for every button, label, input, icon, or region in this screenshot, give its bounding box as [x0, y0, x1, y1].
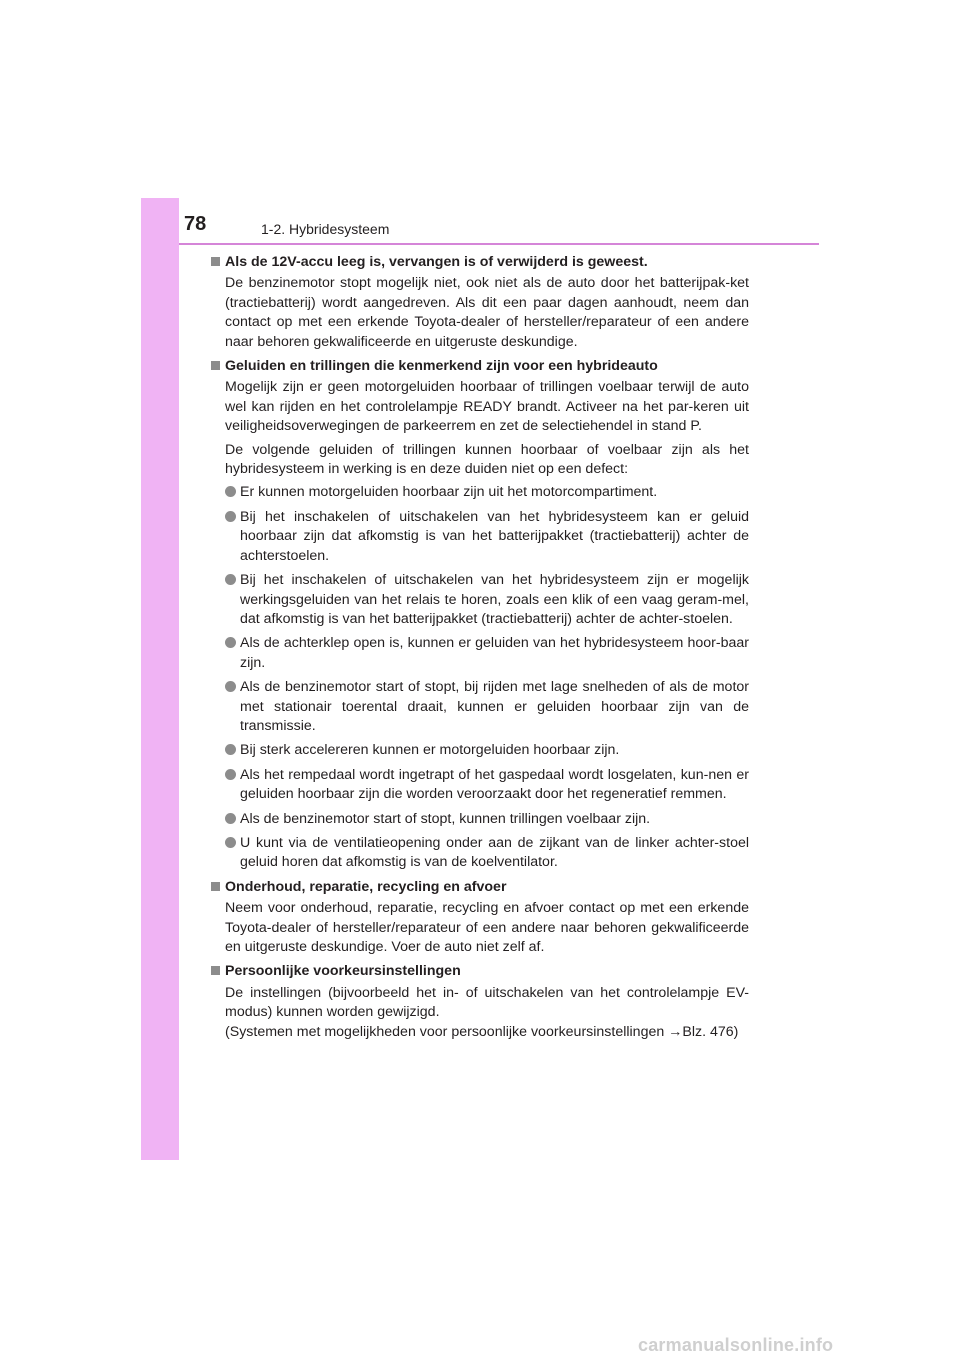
paragraph: De benzinemotor stopt mogelijk niet, ook niet als de auto door het batterijpak-ket (tractiebatterij) wordt aangedreven. Als dit een paar dagen aanhoudt, neem dan contact op met een erkende Toyota-dealer of hersteller/reparateur of een andere naar behoren gekwalificeerde en uitgeruste deskundige. [225, 275, 749, 350]
paragraph: De instellingen (bijvoorbeeld het in- of uitschakelen van het controlelampje EV-modus) kunnen worden gewijzigd. (Systemen met mogelijkheden voor persoonlijke voorkeursinstellingen →Blz. 476) [225, 984, 749, 1040]
list-item [225, 483, 749, 502]
section-sounds-vibrations [209, 357, 749, 873]
square-bullet-icon [211, 361, 220, 370]
square-bullet-icon [211, 882, 220, 891]
header-divider [179, 243, 819, 245]
section-heading [209, 962, 749, 981]
section-12v-battery [209, 253, 749, 352]
chapter-tab-bar [141, 198, 179, 1160]
paragraph: Neem voor onderhoud, reparatie, recycling en afvoer contact op met een erkende Toyota-dealer of hersteller/reparateur of een andere naar behoren gekwalificeerde en uitgeruste deskundige. Voer de auto niet zelf af. [225, 900, 749, 955]
list-item [225, 834, 749, 873]
list-item-text: Bij het inschakelen of uitschakelen van het hybridesysteem kan er geluid hoorbaar zijn dat afkomstig is van het batterijpakket (tractiebatterij) achter de achterstoelen. [240, 508, 749, 564]
page-content [209, 253, 749, 1047]
list-item [225, 810, 749, 829]
list-item-text: Als de achterklep open is, kunnen er geluiden van het hybridesysteem hoor-baar zijn. [240, 635, 749, 671]
list-item [225, 741, 749, 760]
list-item-text: Als de benzinemotor start of stopt, bij rijden met lage snelheden of als de motor met stationair toerental draait, kunnen er geluiden hoorbaar zijn van de transmissie. [240, 679, 749, 734]
round-bullet-icon [225, 681, 236, 692]
round-bullet-icon [225, 837, 236, 848]
list-item [225, 678, 749, 736]
bullet-list [209, 483, 749, 872]
paragraph: Mogelijk zijn er geen motorgeluiden hoorbaar of trillingen voelbaar terwijl de auto wel kan rijden en het controlelampje READY brandt. Activeer na het par-keren uit veiligheidsoverwegingen de parkeerrem en zet de selectiehendel in stand P. [225, 379, 749, 435]
watermark: carmanualsonline.info [638, 1335, 834, 1355]
section-heading-text: Onderhoud, reparatie, recycling en afvoer [225, 878, 507, 895]
list-item-text: Bij sterk accelereren kunnen er motorgeluiden hoorbaar zijn. [240, 742, 620, 759]
paragraph: De volgende geluiden of trillingen kunnen hoorbaar of voelbaar zijn als het hybridesysteem in werking is en deze duiden niet op een defect: [225, 441, 749, 478]
section-personal-settings [209, 962, 749, 1042]
round-bullet-icon [225, 486, 236, 497]
section-heading [209, 357, 749, 376]
square-bullet-icon [211, 257, 220, 266]
section-heading-text: Persoonlijke voorkeursinstellingen [225, 963, 461, 980]
list-item-text: Als de benzinemotor start of stopt, kunnen trillingen voelbaar zijn. [240, 810, 651, 827]
section-heading [209, 253, 749, 272]
list-item [225, 571, 749, 629]
round-bullet-icon [225, 813, 236, 824]
round-bullet-icon [225, 637, 236, 648]
square-bullet-icon [211, 966, 220, 975]
list-item-text: U kunt via de ventilatieopening onder aan de zijkant van de linker achter-stoel geluid horen dat afkomstig is van de koelventilator. [240, 834, 749, 871]
section-heading [209, 878, 749, 897]
list-item [225, 766, 749, 805]
list-item [225, 508, 749, 566]
list-item-text: Er kunnen motorgeluiden hoorbaar zijn uit het motorcompartiment. [240, 484, 658, 501]
list-item [225, 634, 749, 673]
section-title: 1-2. Hybridesysteem [261, 221, 390, 237]
round-bullet-icon [225, 744, 236, 755]
section-heading-text: Als de 12V-accu leeg is, vervangen is of verwijderd is geweest. [225, 254, 648, 270]
round-bullet-icon [225, 769, 236, 780]
section-maintenance [209, 878, 749, 958]
page-number: 78 [184, 213, 207, 235]
list-item-text: Als het rempedaal wordt ingetrapt of het gaspedaal wordt losgelaten, kun-nen er geluiden hoorbaar zijn die worden veroorzaakt door het regeneratief remmen. [240, 766, 749, 803]
section-heading-text: Geluiden en trillingen die kenmerkend zijn voor een hybrideauto [225, 358, 658, 375]
list-item-text: Bij het inschakelen of uitschakelen van het hybridesysteem zijn er mogelijk werkingsgeluiden van het relais te horen, zoals een klik of een vaag geram-mel, dat afkomstig is van het batterijpakket (tractiebatterij) achter de achter-stoelen. [240, 572, 749, 627]
round-bullet-icon [225, 574, 236, 585]
round-bullet-icon [225, 511, 236, 522]
